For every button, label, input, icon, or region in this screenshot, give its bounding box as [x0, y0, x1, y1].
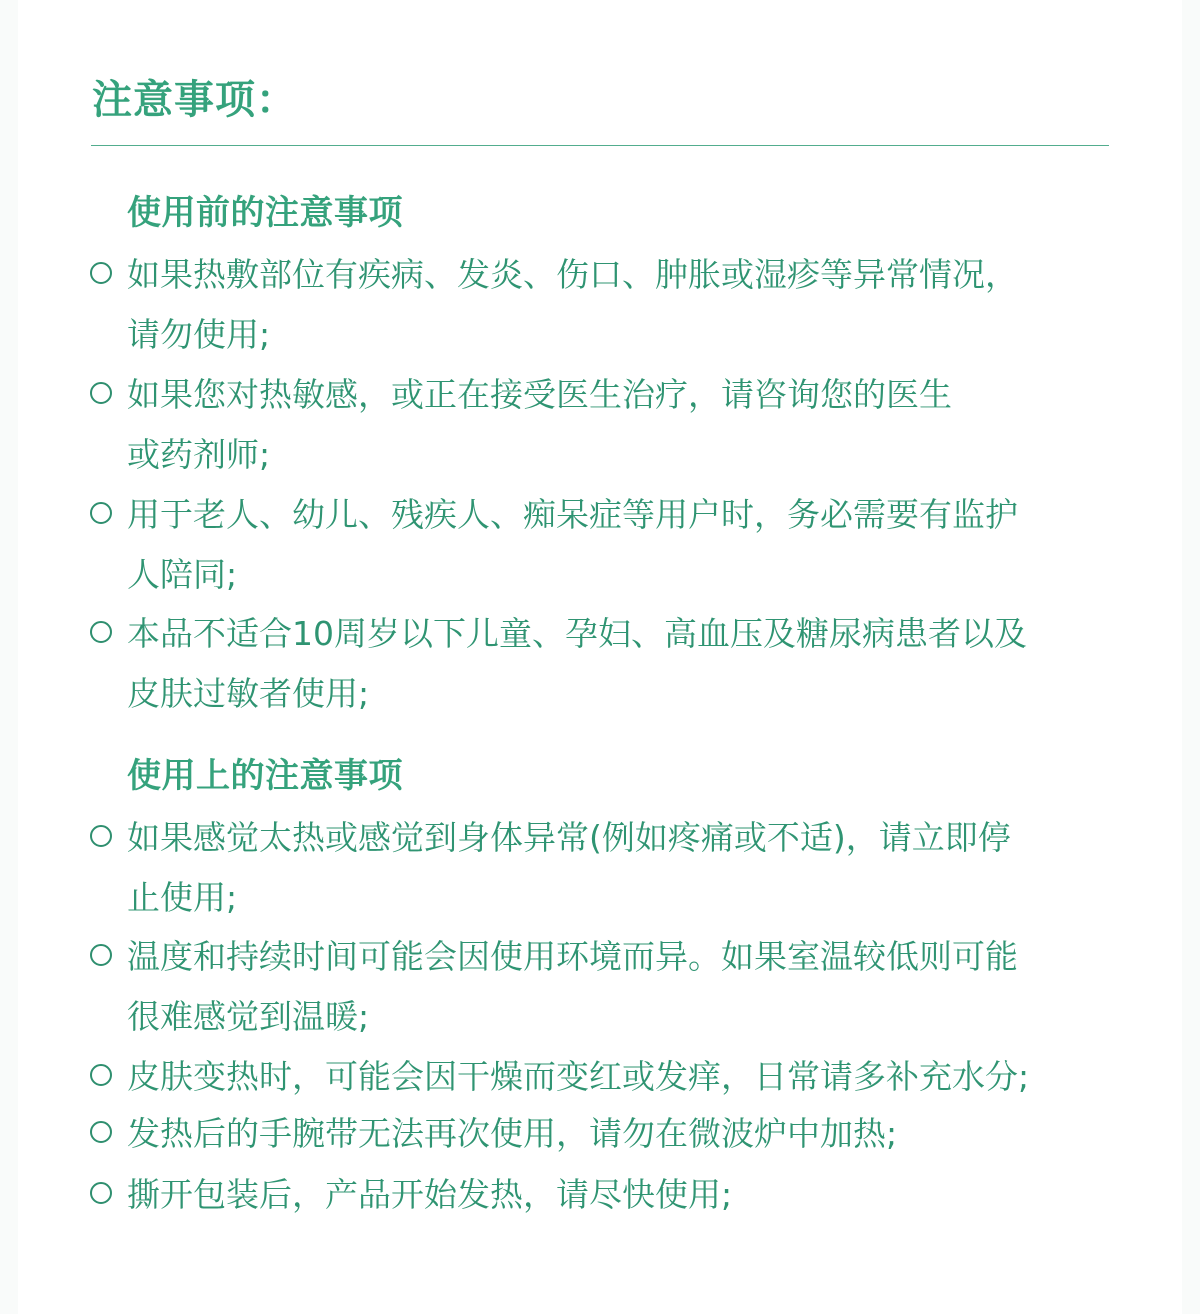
circle-bullet-icon [90, 382, 112, 404]
circle-bullet-icon [90, 944, 112, 966]
title-divider [91, 145, 1109, 146]
list-item-text: 本品不适合10周岁以下儿童、孕妇、高血压及糖尿病患者以及 皮肤过敏者使用; [127, 614, 1027, 713]
circle-bullet-icon [90, 1064, 112, 1086]
section-heading-before-use: 使用前的注意事项 [127, 193, 403, 233]
circle-bullet-icon [90, 1182, 112, 1204]
circle-bullet-icon [90, 502, 112, 524]
list-item-text: 如果感觉太热或感觉到身体异常(例如疼痛或不适)，请立即停 止使用; [127, 818, 1011, 917]
section-heading-during-use: 使用上的注意事项 [127, 756, 403, 796]
list-item-text: 如果热敷部位有疾病、发炎、伤口、肿胀或湿疹等异常情况， 请勿使用; [127, 255, 1018, 354]
circle-bullet-icon [90, 262, 112, 284]
circle-bullet-icon [90, 825, 112, 847]
list-item-text: 用于老人、幼儿、残疾人、痴呆症等用户时，务必需要有监护 人陪同; [127, 495, 1018, 594]
list-item-text: 发热后的手腕带无法再次使用，请勿在微波炉中加热; [127, 1114, 898, 1153]
circle-bullet-icon [90, 621, 112, 643]
list-item-text: 皮肤变热时，可能会因干燥而变红或发痒，日常请多补充水分; [127, 1057, 1030, 1096]
list-item-text: 如果您对热敏感，或正在接受医生治疗，请咨询您的医生 或药剂师; [127, 375, 952, 474]
page-title: 注意事项： [92, 77, 297, 123]
circle-bullet-icon [90, 1121, 112, 1143]
list-item-text: 撕开包装后，产品开始发热，请尽快使用; [127, 1175, 733, 1214]
list-item-text: 温度和持续时间可能会因使用环境而异。如果室温较低则可能 很难感觉到温暖; [127, 937, 1018, 1036]
